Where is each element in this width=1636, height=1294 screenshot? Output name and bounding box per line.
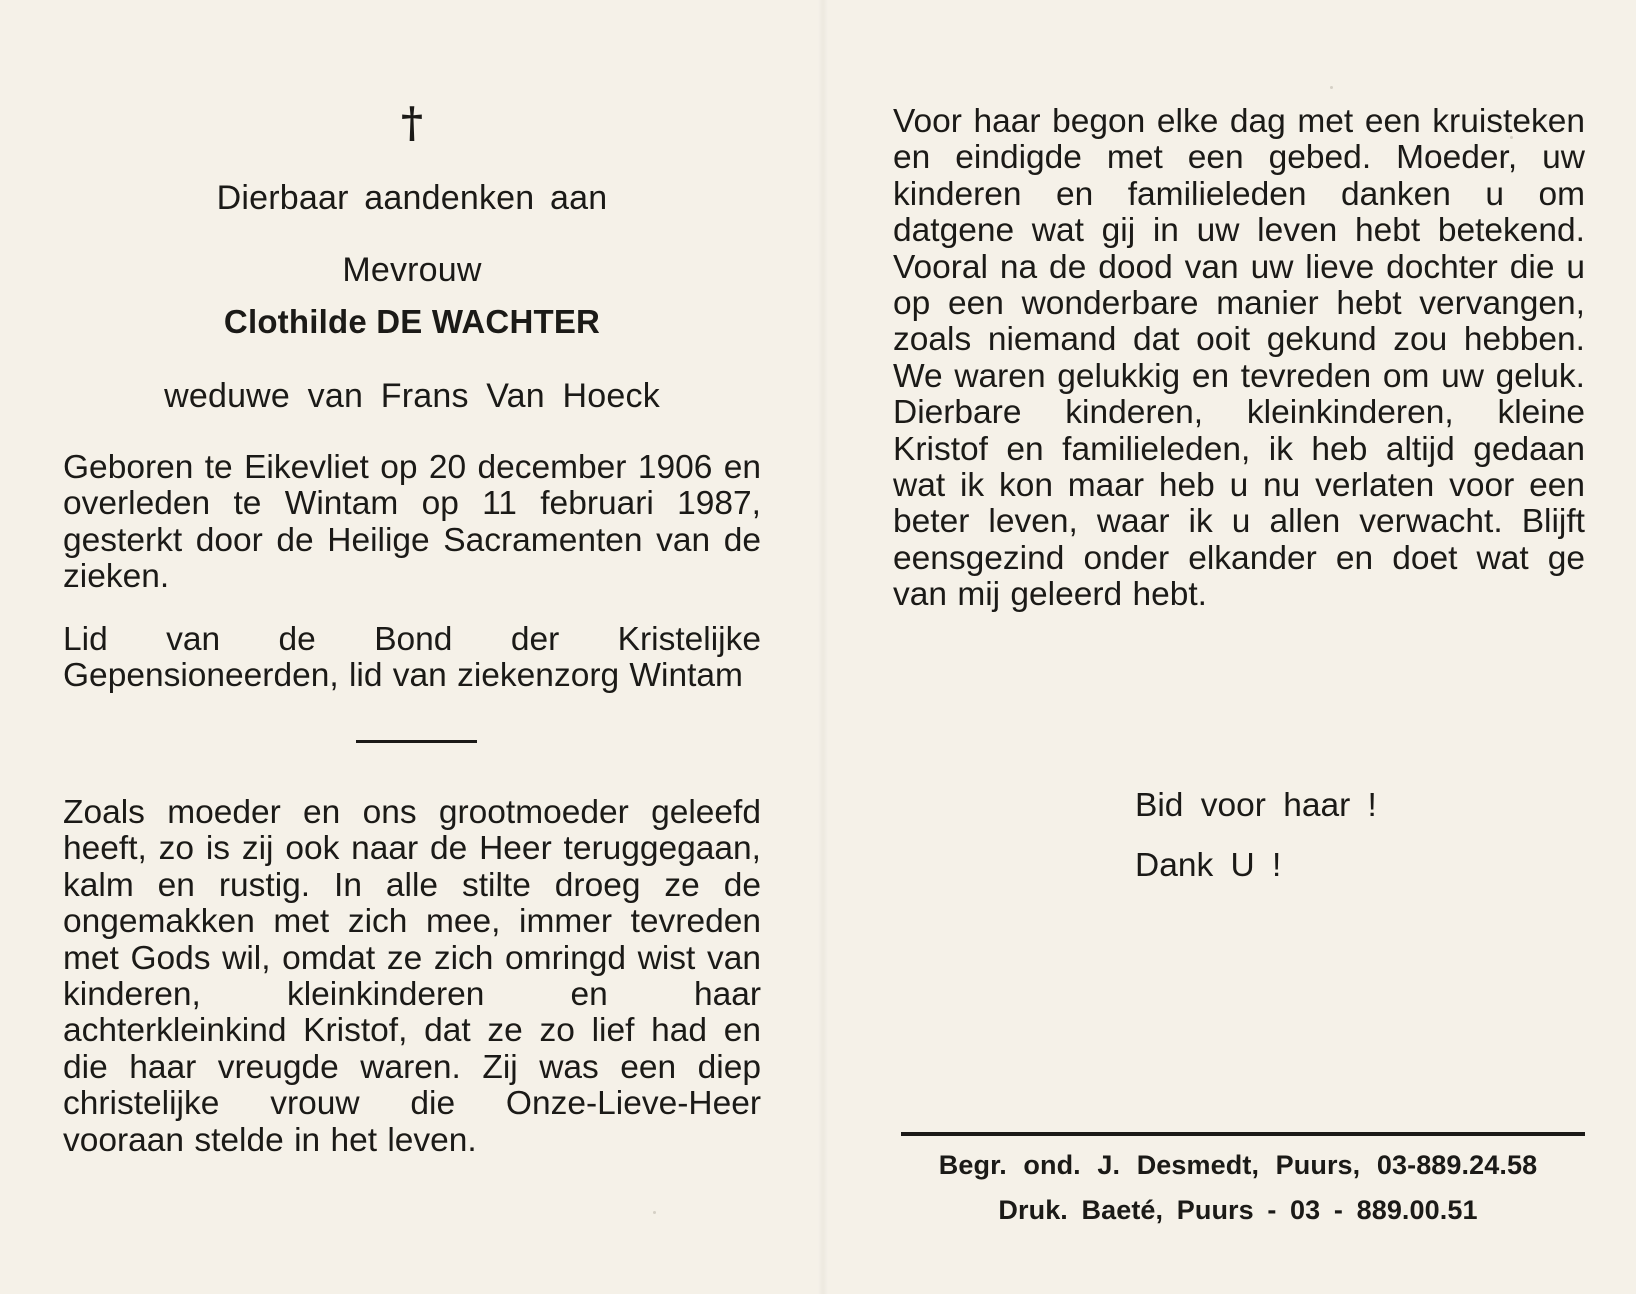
birth-death-paragraph: Geboren te Eikevliet op 20 december 1906 en overleden te Wintam op 11 februari 1987, gesterkt door de Heilige Sacramenten van de zieken. (63, 449, 761, 596)
paper-speck (653, 1211, 656, 1214)
honorific-title: Mevrouw (342, 251, 482, 289)
membership-paragraph: Lid van de Bond der Kristelijke Gepensioneerden, lid van ziekenzorg Wintam (63, 621, 761, 695)
footer-divider (901, 1132, 1585, 1136)
paper-speck (1330, 86, 1333, 89)
left-panel (63, 0, 761, 1294)
prayer-request: Bid voor haar ! (1135, 787, 1377, 824)
paper-speck (1510, 136, 1513, 139)
dedication-text: Dierbaar aandenken aan (216, 179, 608, 217)
short-divider (356, 740, 477, 743)
cross-icon: † (401, 98, 423, 147)
card-fold (818, 0, 828, 1294)
farewell-message: Voor haar begon elke dag met een kruisteken en eindigde met een gebed. Moeder, uw kinderen en familieleden danken u om datgene wat gij in uw leven hebt betekend. Vooral na de dood van uw lieve dochter die u op een wonderbare manier hebt vervangen, zoals niemand dat ooit gekund zou hebben. We waren gelukkig en tevreden om uw geluk. Dierbare kinderen, kleinkinderen, kleine Kristof en familieleden, ik heb altijd gedaan wat ik kon maar heb u nu verlaten voor een beter leven, waar ik u allen verwacht. Blijft eensgezind onder elkander en doet wat ge van mij geleerd hebt. (893, 103, 1585, 614)
tribute-paragraph: Zoals moeder en ons grootmoeder geleefd heeft, zo is zij ook naar de Heer teruggegaan, kalm en rustig. In alle stilte droeg ze de ongemakken met zich mee, immer tevreden met Gods wil, omdat ze zich omringd wist van kinderen, kleinkinderen en haar achterkleinkind Kristof, dat ze zo lief had en die haar vreugde waren. Zij was een diep christelijke vrouw die Onze-Lieve-Heer vooraan stelde in het leven. (63, 794, 761, 1159)
widow-of-text: weduwe van Frans Van Hoeck (164, 377, 660, 415)
funeral-director-imprint: Begr. ond. J. Desmedt, Puurs, 03-889.24.58 (938, 1150, 1538, 1180)
deceased-name: Clothilde DE WACHTER (223, 303, 601, 340)
printer-imprint: Druk. Baeté, Puurs - 03 - 889.00.51 (998, 1195, 1478, 1225)
thank-you-text: Dank U ! (1135, 847, 1282, 884)
right-panel (893, 0, 1585, 1294)
